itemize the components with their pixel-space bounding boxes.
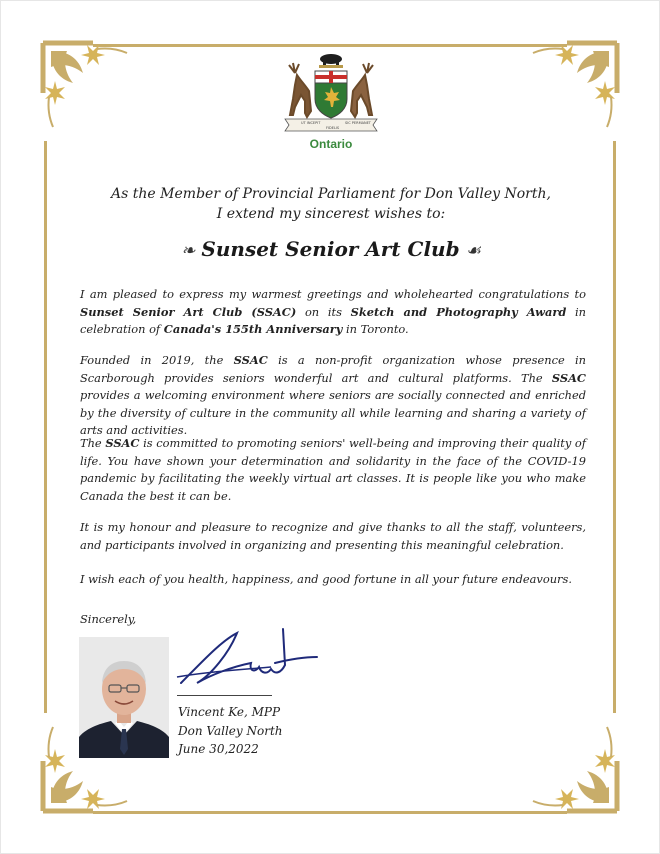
frame-top-border <box>93 44 567 47</box>
frame-right-border <box>613 141 616 713</box>
corner-ornament-icon <box>39 39 135 135</box>
intro-line-1: As the Member of Provincial Parliament for Don Valley North, <box>111 186 551 202</box>
signer-name: Vincent Ke, MPP <box>178 705 281 719</box>
paragraph-greetings: I am pleased to express my warmest greetings and wholehearted congratulations to Sunset Senior Art Club (SSAC) on its Sketch and Photography Award in celebration of Canada's 155th Anniversary in Toronto. <box>80 287 586 337</box>
motto-center: FIDELIS <box>326 126 340 130</box>
signature-line <box>177 695 272 696</box>
paragraph-about: Founded in 2019, the SSAC is a non-profit organization whose presence in Scarborough provides seniors wonderful art and cultural platforms. The SSAC provides a welcoming environment where seniors are socially connected and enriched by the diversity of culture in the community all while learning and sharing a variety of arts and activities. <box>80 353 587 438</box>
signed-date: June 30,2022 <box>178 742 259 756</box>
recipient-name: Sunset Senior Art Club <box>201 237 460 261</box>
intro-text <box>1 184 660 224</box>
signer-block <box>178 703 283 759</box>
paragraph-commitment: The SSAC is committed to promoting seniors' well-being and improving their quality of life. You have shown your determination and solidarity in the face of the COVID-19 pandemic by facilitating the weekly virtual art classes. It is people like you who make Canada the best it can be. <box>80 436 587 503</box>
frame-left-border <box>44 141 47 713</box>
motto-right: SIC PERMANET <box>345 121 371 125</box>
signer-portrait <box>79 637 169 758</box>
corner-ornament-icon <box>525 39 621 135</box>
flourish-right-icon: ☙ <box>465 241 481 261</box>
paragraph-wishes: I wish each of you health, happiness, and good fortune in all your future endeavours. <box>80 572 572 586</box>
ontario-wordmark: Ontario <box>309 137 353 151</box>
handwritten-signature <box>171 623 321 695</box>
recipient-title <box>1 237 660 261</box>
flourish-left-icon: ❧ <box>181 241 196 261</box>
paragraph-thanks: It is my honour and pleasure to recognize and give thanks to all the staff, volunteers, and participants involved in organizing and presenting this meaningful celebration. <box>80 520 586 552</box>
ontario-coat-of-arms-icon <box>281 51 381 133</box>
corner-ornament-icon <box>525 719 621 815</box>
frame-bottom-border <box>93 811 567 814</box>
motto-left: UT INCEPIT <box>301 121 321 125</box>
intro-line-2: I extend my sincerest wishes to: <box>216 206 446 222</box>
closing-text: Sincerely, <box>80 612 137 626</box>
signer-riding: Don Valley North <box>178 723 283 738</box>
